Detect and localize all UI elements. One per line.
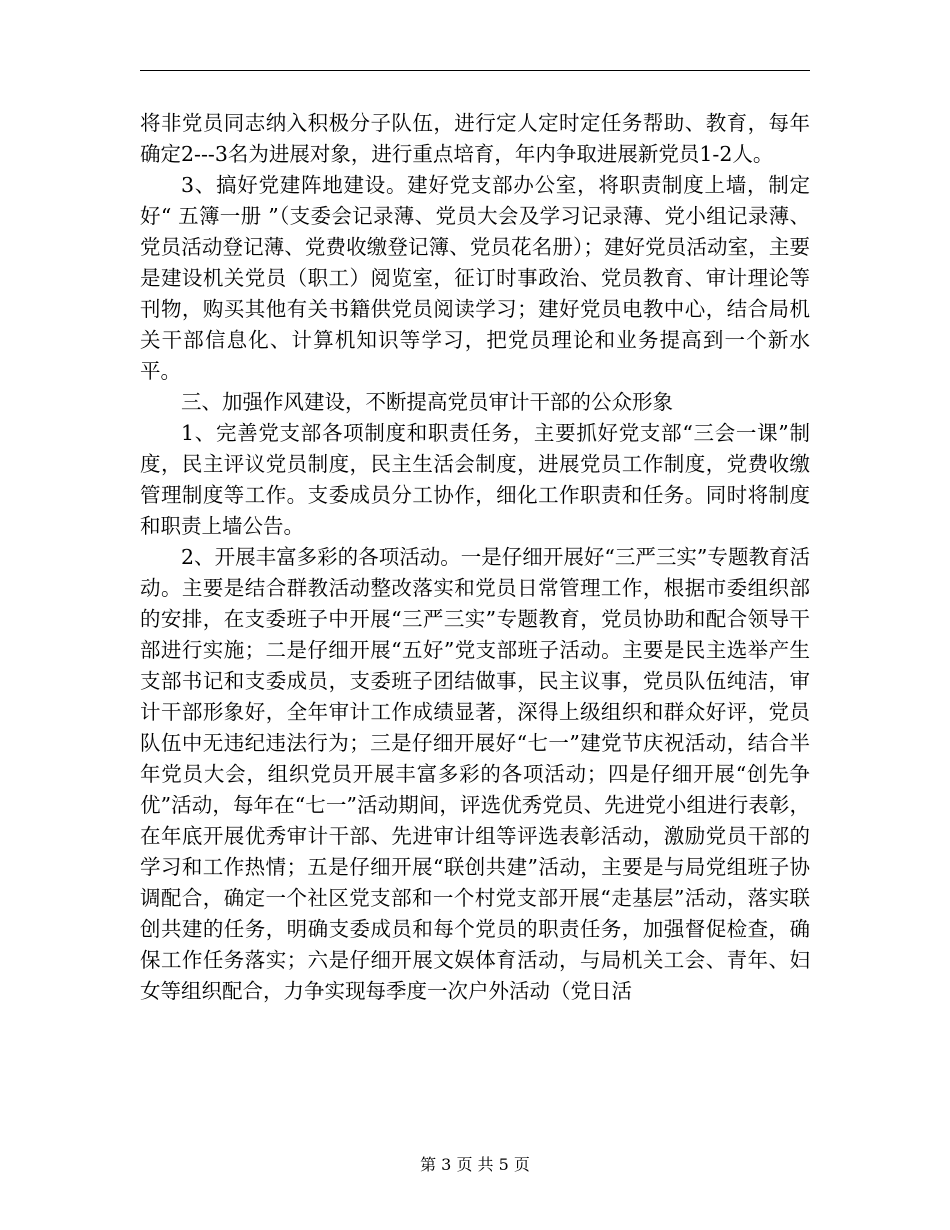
paragraph-system-improvement: 1、完善党支部各项制度和职责任务，主要抓好党支部“三会一课”制度，民主评议党员制度，民主生活会制度，进展党员工作制度，党费收缴管理制度等工作。支委成员分工协作，细化工作职责和任务。同时将制度和职责上墙公告。 (140, 421, 810, 538)
document-body (140, 108, 810, 1007)
header-rule (140, 70, 810, 71)
paragraph-activities: 2、开展丰富多彩的各项活动。一是仔细开展好“三严三实”专题教育活动。主要是结合群教活动整改落实和党员日常管理工作，根据市委组织部的安排，在支委班子中开展“三严三实”专题教育，党员协助和配合领导干部进行实施；二是仔细开展“五好”党支部班子活动。主要是民主选举产生支部书记和支委成员，支委班子团结做事，民主议事，党员队伍纯洁，审计干部形象好，全年审计工作成绩显著，深得上级组织和群众好评，党员队伍中无违纪违法行为；三是仔细开展好“七一”建党节庆祝活动，结合半年党员大会，组织党员开展丰富多彩的各项活动；四是仔细开展“创先争优”活动，每年在“七一”活动期间，评选优秀党员、先进党小组进行表彰，在年底开展优秀审计干部、先进审计组等评选表彰活动，激励党员干部的学习和工作热情；五是仔细开展“联创共建”活动，主要是与局党组班子协调配合，确定一个社区党支部和一个村党支部开展“走基层”活动，落实联创共建的任务，明确支委成员和每个党员的职责任务，加强督促检查，确保工作任务落实；六是仔细开展文娱体育活动，与局机关工会、青年、妇女等组织配合，力争实现每季度一次户外活动（党日活 (140, 545, 810, 1003)
page-number-footer: 第 3 页 共 5 页 (420, 1155, 530, 1174)
paragraph-continuation: 将非党员同志纳入积极分子队伍，进行定人定时定任务帮助、教育，每年确定2---3名为进展对象，进行重点培育，年内争取进展新党员1-2人。 (140, 111, 810, 166)
section-heading-style-building: 三、加强作风建设，不断提高党员审计干部的公众形象 (181, 390, 673, 414)
paragraph-base-building: 3、搞好党建阵地建设。建好党支部办公室，将职责制度上墙，制定好“ 五簿一册 ”（支委会记录薄、党员大会及学习记录薄、党小组记录薄、党员活动登记薄、党费收缴登记簿、党员花名册）；建好党员活动室，主要是建设机关党员（职工）阅览室，征订时事政治、党员教育、审计理论等刊物，购买其他有关书籍供党员阅读学习；建好党员电教中心，结合局机关干部信息化、计算机知识等学习，把党员理论和业务提高到一个新水平。 (140, 173, 810, 383)
